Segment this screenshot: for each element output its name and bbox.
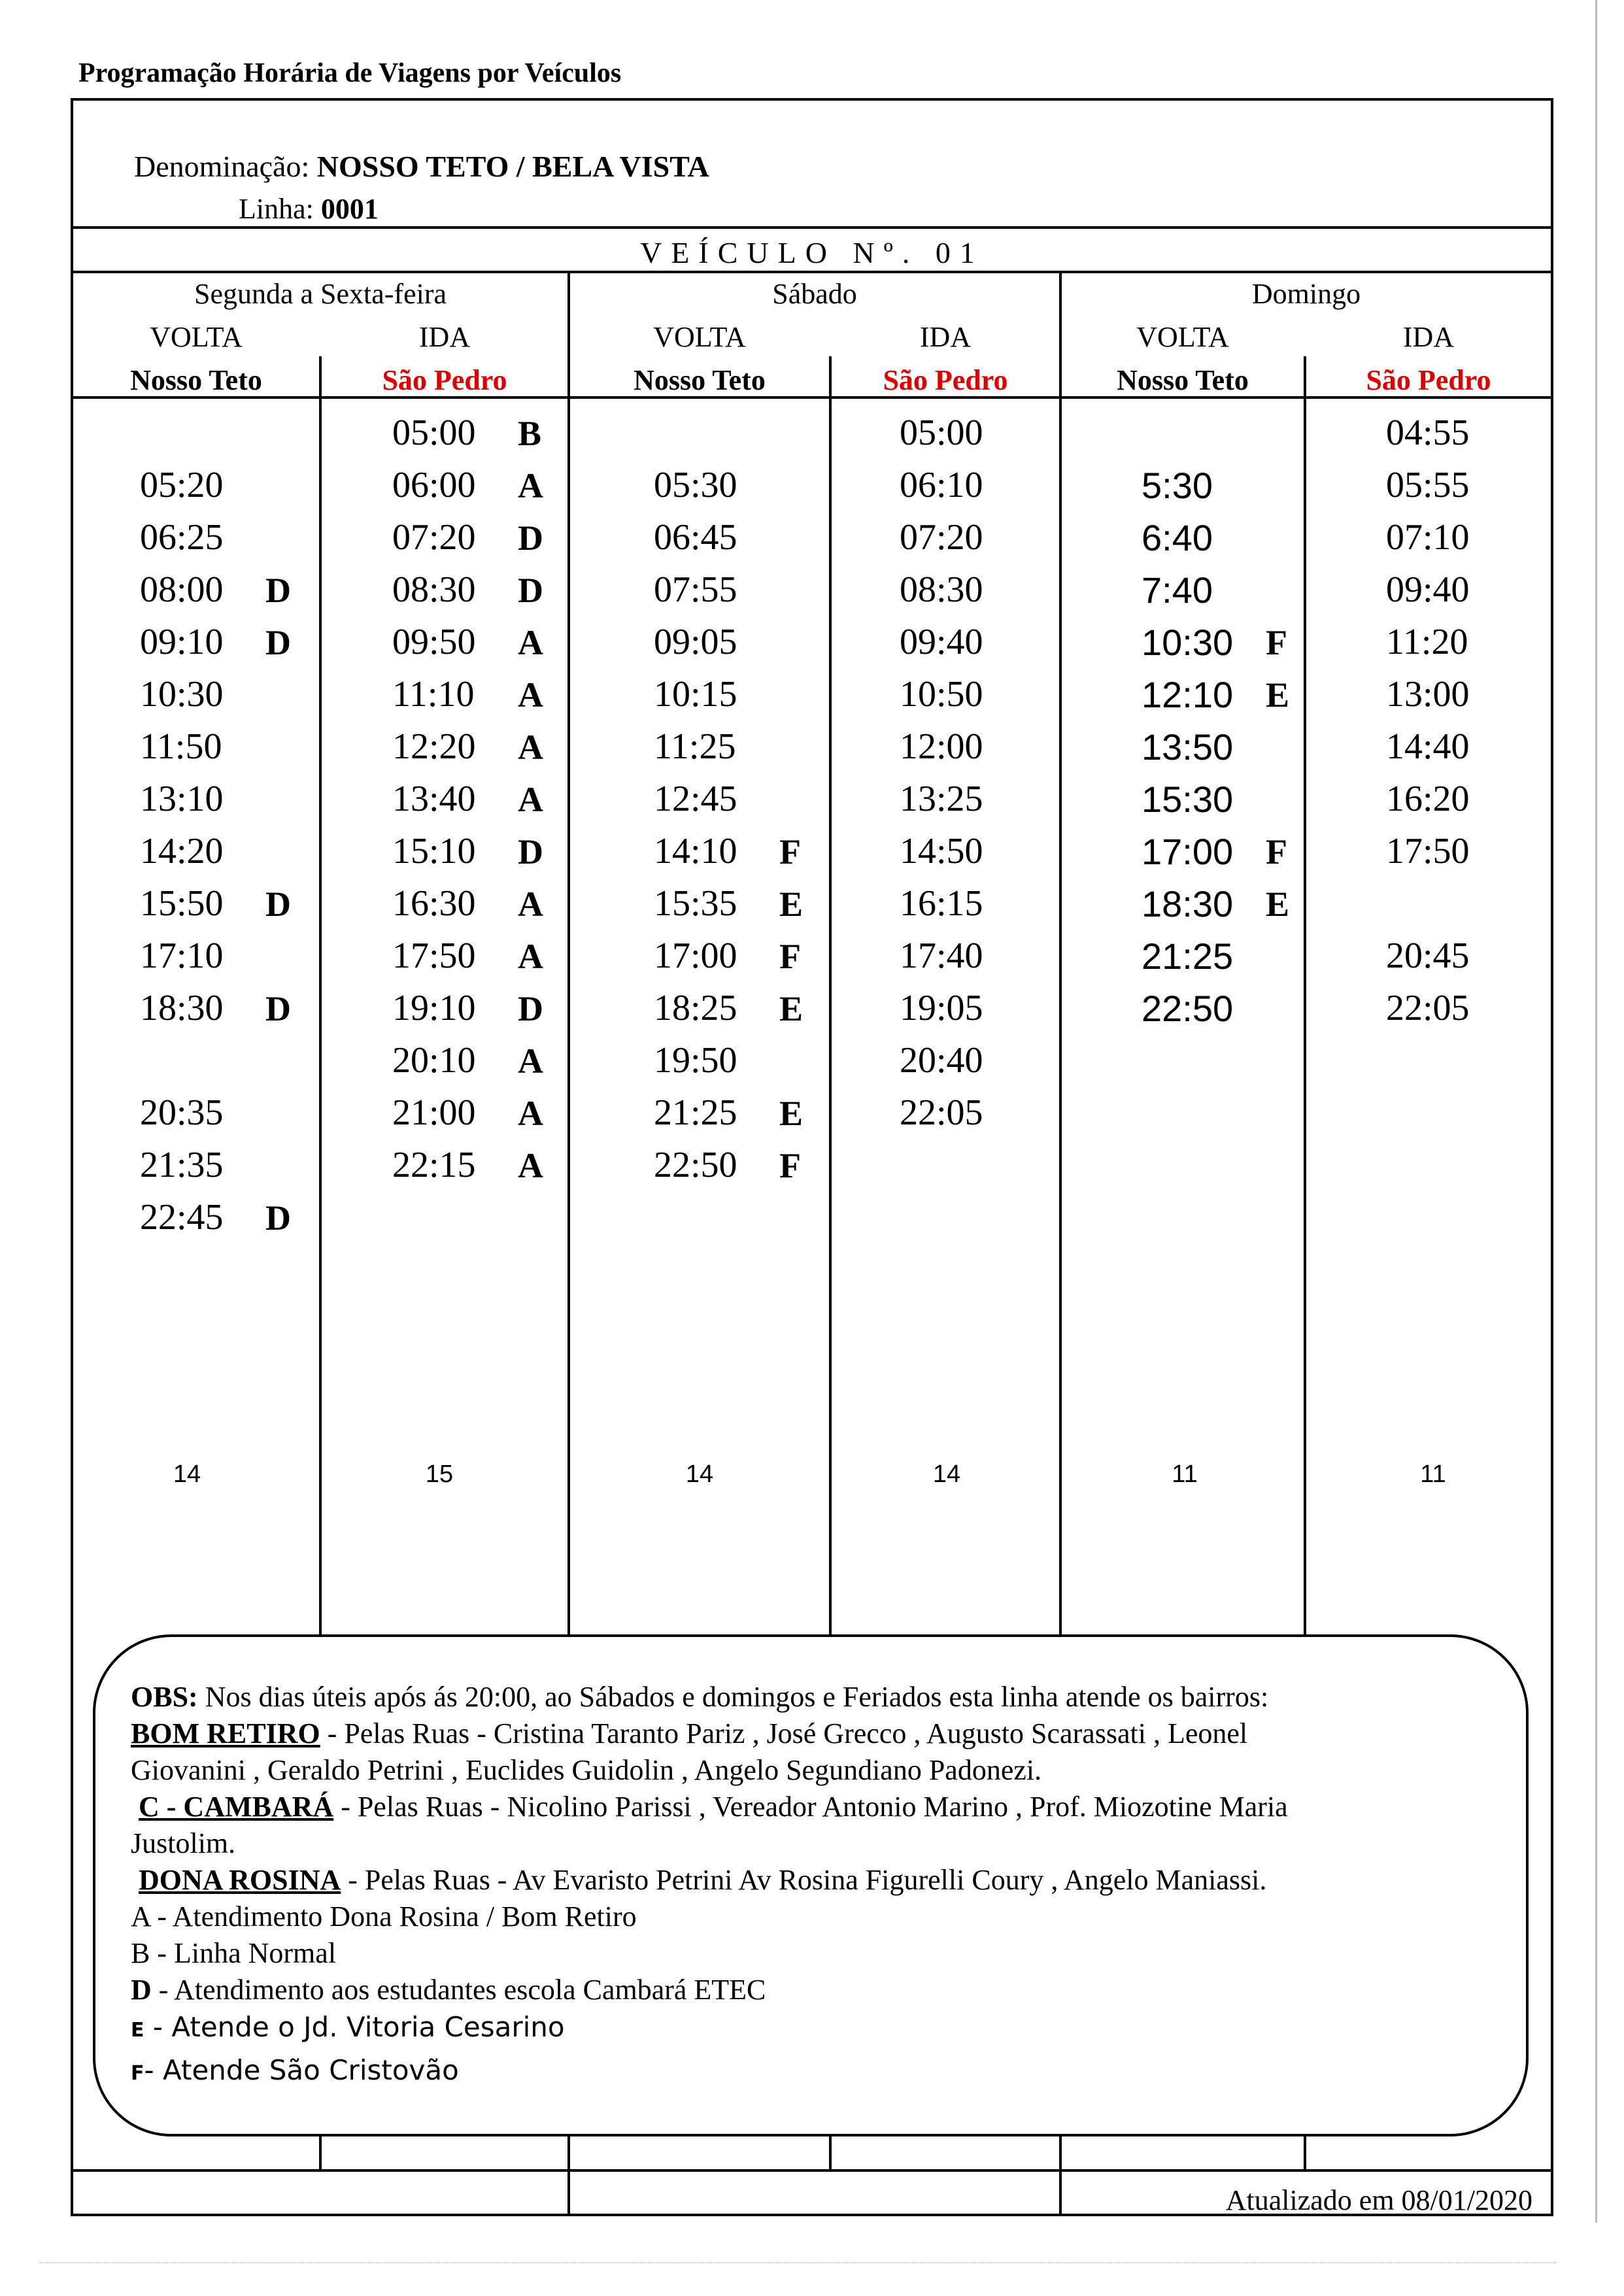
- departure-time: 21:25: [654, 1092, 737, 1133]
- obs-label: OBS:: [131, 1681, 198, 1713]
- departure-time: 10:50: [900, 674, 983, 715]
- departure-time: 07:10: [1386, 517, 1470, 558]
- obs-text: - Pelas Ruas - Nicolino Parissi , Vereador Antonio Marino , Prof. Miozotine Maria: [333, 1791, 1288, 1823]
- route-code: D: [518, 832, 543, 871]
- departure-time: 18:25: [654, 988, 737, 1028]
- day-header-sunday: Domingo: [1251, 278, 1361, 310]
- obs-line: [131, 1717, 1247, 1750]
- legend-b: B - Linha Normal: [131, 1937, 337, 1969]
- route-code: D: [265, 1198, 291, 1238]
- legend-f: [131, 2054, 459, 2086]
- departure-time: 14:40: [1386, 726, 1470, 767]
- place-header: São Pedro: [382, 364, 507, 396]
- departure-time: 11:10: [392, 674, 475, 715]
- denominacao-value: NOSSO TETO / BELA VISTA: [316, 150, 709, 183]
- route-code: E: [779, 1094, 804, 1133]
- departure-time: 18:30: [1142, 883, 1234, 924]
- departure-time: 19:05: [900, 988, 983, 1028]
- obs-text: Nos dias úteis após ás 20:00, ao Sábados e domingos e Feriados esta linha atende os bairros:: [197, 1681, 1269, 1713]
- denominacao-label: Denominação:: [134, 150, 310, 183]
- route-code: F: [779, 832, 801, 871]
- linha-value: 0001: [320, 193, 379, 225]
- trip-count: 11: [1420, 1460, 1446, 1488]
- departure-time: 21:00: [392, 1092, 476, 1133]
- departure-time: 17:50: [392, 936, 476, 976]
- obs-text: - Pelas Ruas - Cristina Taranto Pariz , José Grecco , Augusto Scarassati , Leonel: [320, 1717, 1248, 1749]
- route-code: F: [1266, 623, 1287, 662]
- departure-time: 05:20: [140, 465, 224, 505]
- direction-header: VOLTA: [653, 321, 746, 353]
- departure-time: 14:10: [654, 831, 737, 871]
- departure-time: 12:20: [392, 726, 476, 767]
- departure-time: 16:30: [392, 883, 476, 924]
- legend-f-text: - Atende São Cristovão: [144, 2054, 459, 2086]
- trip-count: 14: [932, 1460, 961, 1488]
- departure-time: 22:05: [900, 1092, 983, 1133]
- departure-time: 11:25: [654, 726, 736, 767]
- direction-header: VOLTA: [150, 321, 243, 353]
- veiculo-heading: VEÍCULO Nº. 01: [640, 236, 984, 269]
- route-code: B: [518, 414, 542, 453]
- place-header: São Pedro: [1366, 364, 1491, 396]
- linha-row: [239, 192, 379, 226]
- departure-time: 20:40: [900, 1040, 983, 1081]
- legend-e-text: - Atende o Jd. Vitoria Cesarino: [144, 2011, 565, 2043]
- departure-time: 10:30: [1142, 622, 1234, 663]
- departure-time: 04:55: [1386, 413, 1470, 453]
- departure-time: 09:40: [900, 622, 983, 662]
- day-header-weekdays: Segunda a Sexta-feira: [194, 278, 447, 310]
- legend-d: [131, 1973, 766, 2006]
- updated-date: Atualizado em 08/01/2020: [1225, 2184, 1532, 2216]
- departure-time: 06:25: [140, 517, 224, 558]
- divider: [71, 271, 1553, 273]
- departure-time: 21:25: [1142, 936, 1234, 977]
- route-code: E: [1266, 885, 1290, 924]
- route-code: D: [518, 571, 543, 610]
- route-code: A: [518, 675, 543, 715]
- departure-time: 17:00: [654, 936, 737, 976]
- departure-time: 05:00: [900, 413, 983, 453]
- departure-time: 16:15: [900, 883, 983, 924]
- page-edge: [39, 2262, 1556, 2263]
- obs-text: - Pelas Ruas - Av Evaristo Petrini Av Rosina Figurelli Coury , Angelo Maniassi.: [341, 1864, 1267, 1896]
- departure-time: 08:30: [392, 569, 476, 610]
- departure-time: 13:50: [1142, 726, 1234, 768]
- departure-time: 20:35: [140, 1092, 224, 1133]
- departure-time: 18:30: [140, 988, 224, 1028]
- departure-time: 22:50: [654, 1145, 737, 1185]
- departure-time: 15:10: [392, 831, 476, 871]
- departure-time: 19:50: [654, 1040, 737, 1081]
- route-code: A: [518, 466, 543, 505]
- departure-time: 09:50: [392, 622, 476, 662]
- route-code: A: [518, 1041, 543, 1081]
- route-code: E: [779, 885, 804, 924]
- departure-time: 6:40: [1142, 517, 1213, 558]
- departure-time: 13:10: [140, 779, 224, 819]
- departure-time: 13:40: [392, 779, 476, 819]
- trip-count: 14: [685, 1460, 714, 1488]
- departure-time: 13:00: [1386, 674, 1470, 715]
- direction-header: VOLTA: [1136, 321, 1229, 353]
- departure-time: 21:35: [140, 1145, 224, 1185]
- departure-time: 14:20: [140, 831, 224, 871]
- trip-count: 14: [173, 1460, 201, 1488]
- departure-time: 12:10: [1142, 674, 1234, 715]
- departure-time: 10:30: [140, 674, 224, 715]
- departure-time: 12:00: [900, 726, 983, 767]
- day-header-saturday: Sábado: [772, 278, 857, 310]
- route-code: D: [518, 518, 543, 558]
- legend-e: [131, 2011, 565, 2043]
- dona-rosina-label: DONA ROSINA: [139, 1864, 341, 1896]
- departure-time: 11:50: [140, 726, 222, 767]
- departure-time: 17:50: [1386, 831, 1470, 871]
- departure-time: 09:05: [654, 622, 737, 662]
- page-edge: [1595, 0, 1597, 2223]
- route-code: F: [779, 937, 801, 976]
- departure-time: 08:00: [140, 569, 224, 610]
- route-code: E: [779, 989, 804, 1028]
- departure-time: 15:50: [140, 883, 224, 924]
- denominacao-row: [134, 149, 709, 184]
- route-code: A: [518, 937, 543, 976]
- departure-time: 07:55: [654, 569, 737, 610]
- departure-time: 22:45: [140, 1197, 224, 1238]
- route-code: D: [265, 989, 291, 1028]
- departure-time: 20:45: [1386, 936, 1470, 976]
- direction-header: IDA: [418, 321, 471, 353]
- obs-line: Giovanini , Geraldo Petrini , Euclides Guidolin , Angelo Segundiano Padonezi.: [131, 1754, 1042, 1786]
- trip-count: 15: [425, 1460, 454, 1488]
- departure-time: 06:45: [654, 517, 737, 558]
- legend-e-key: E: [131, 2019, 144, 2042]
- route-code: D: [265, 571, 291, 610]
- route-code: A: [518, 885, 543, 924]
- obs-line: [139, 1790, 1288, 1823]
- place-header: Nosso Teto: [1117, 364, 1249, 396]
- legend-f-key: F: [131, 2062, 144, 2085]
- departure-time: 22:05: [1386, 988, 1470, 1028]
- obs-line: Justolim.: [131, 1827, 236, 1859]
- place-header: Nosso Teto: [634, 364, 766, 396]
- route-code: A: [518, 780, 543, 819]
- departure-time: 05:30: [654, 465, 737, 505]
- departure-time: 7:40: [1142, 569, 1213, 611]
- divider: [71, 2169, 1553, 2172]
- departure-time: 14:50: [900, 831, 983, 871]
- departure-time: 17:00: [1142, 831, 1234, 872]
- departure-time: 09:40: [1386, 569, 1470, 610]
- departure-time: 22:50: [1142, 988, 1234, 1029]
- departure-time: 15:30: [1142, 779, 1234, 820]
- departure-time: 17:40: [900, 936, 983, 976]
- direction-header: IDA: [1402, 321, 1455, 353]
- departure-time: 06:10: [900, 465, 983, 505]
- legend-d-text: - Atendimento aos estudantes escola Cambará ETEC: [151, 1974, 766, 2006]
- departure-time: 07:20: [392, 517, 476, 558]
- place-header: Nosso Teto: [130, 364, 262, 396]
- route-code: D: [518, 989, 543, 1028]
- departure-time: 22:15: [392, 1145, 476, 1185]
- divider: [71, 226, 1553, 229]
- departure-time: 05:55: [1386, 465, 1470, 505]
- departure-time: 11:20: [1386, 622, 1468, 662]
- place-header: São Pedro: [883, 364, 1008, 396]
- route-code: F: [779, 1146, 801, 1185]
- obs-line: [139, 1863, 1266, 1897]
- departure-time: 07:20: [900, 517, 983, 558]
- trip-count: 11: [1172, 1460, 1198, 1488]
- direction-header: IDA: [919, 321, 972, 353]
- route-code: D: [265, 623, 291, 662]
- route-code: F: [1266, 832, 1287, 871]
- route-code: D: [265, 885, 291, 924]
- departure-time: 15:35: [654, 883, 737, 924]
- linha-label: Linha:: [239, 193, 314, 225]
- cambara-label: C - CAMBARÁ: [139, 1791, 334, 1823]
- route-code: E: [1266, 675, 1290, 715]
- departure-time: 13:25: [900, 779, 983, 819]
- departure-time: 19:10: [392, 988, 476, 1028]
- departure-time: 05:00: [392, 413, 476, 453]
- departure-time: 09:10: [140, 622, 224, 662]
- departure-time: 12:45: [654, 779, 737, 819]
- departure-time: 10:15: [654, 674, 737, 715]
- legend-d-key: D: [131, 1974, 152, 2006]
- departure-time: 16:20: [1386, 779, 1470, 819]
- page-title: Programação Horária de Viagens por Veículos: [78, 58, 622, 88]
- legend-a: A - Atendimento Dona Rosina / Bom Retiro: [131, 1900, 637, 1933]
- departure-time: 08:30: [900, 569, 983, 610]
- departure-time: 20:10: [392, 1040, 476, 1081]
- obs-line: [131, 1680, 1268, 1714]
- route-code: A: [518, 1094, 543, 1133]
- departure-time: 06:00: [392, 465, 476, 505]
- route-code: A: [518, 728, 543, 767]
- route-code: A: [518, 1146, 543, 1185]
- route-code: A: [518, 623, 543, 662]
- bom-retiro-label: BOM RETIRO: [131, 1717, 320, 1749]
- departure-time: 17:10: [140, 936, 224, 976]
- departure-time: 5:30: [1142, 465, 1213, 506]
